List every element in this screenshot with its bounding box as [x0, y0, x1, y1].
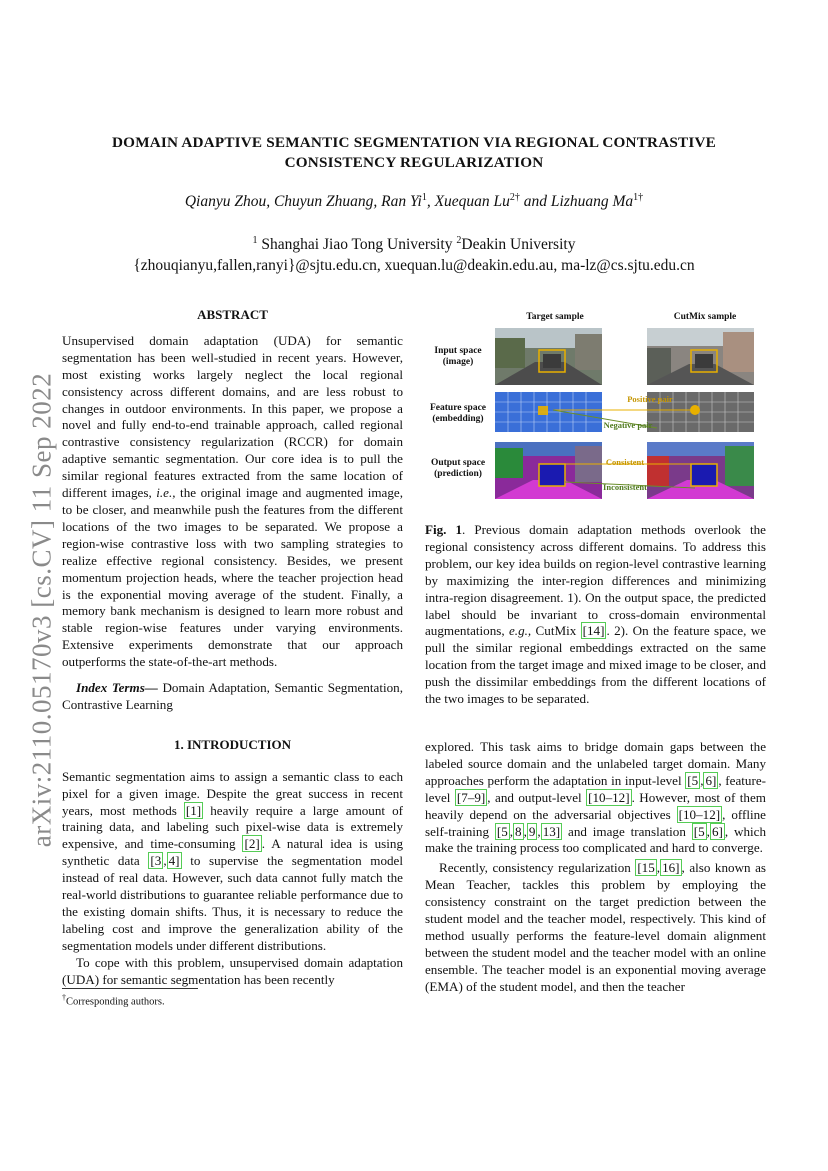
row-sub: (prediction): [434, 469, 482, 479]
figure-row-output: [425, 458, 491, 480]
intro-paragraph-2: To cope with this problem, unsupervised domain adaptation (UDA) for semantic segmentation has been recently: [62, 954, 403, 987]
footnote-text: Corresponding authors.: [66, 996, 165, 1008]
author-affil-mark: 2†: [509, 192, 520, 203]
citation-link[interactable]: 4]: [168, 853, 180, 869]
text: , feature-level: [425, 772, 766, 805]
inconsistent-label: Inconsistent: [603, 482, 647, 492]
row-sub: (image): [442, 357, 474, 367]
citation-link[interactable]: [1]: [185, 802, 202, 818]
index-terms-list: Domain Adaptation, Semantic Segmentation, Contrastive Learning: [62, 680, 403, 712]
arxiv-identifier: arXiv:2110.05170v3 [cs.CV] 11 Sep 2022: [26, 372, 57, 848]
title-line-2: CONSISTENCY REGULARIZATION: [284, 154, 544, 171]
text: heavily require a large amount of training data, and labeling such pixel-wise data is extremely expensive, and time-consuming: [62, 802, 403, 852]
affil-mark: 1: [252, 235, 258, 246]
affil-mark: 2: [456, 235, 462, 246]
abstract-ie: i.e.,: [156, 485, 176, 501]
author-group-1: Qianyu Zhou, Chuyun Zhuang, Ran Yi: [184, 193, 422, 211]
author-group-2: , Xuequan Lu: [426, 193, 510, 211]
affiliations: [62, 230, 766, 276]
text: , and output-level: [487, 789, 587, 805]
citation-link[interactable]: 6]: [711, 823, 723, 839]
text: and image translation: [562, 823, 692, 839]
negative-pair-label: Negative pair: [603, 420, 653, 430]
author-emails: {zhouqianyu,fallen,ranyi}@sjtu.edu.cn, xuequan.lu@deakin.edu.au, ma-lz@cs.sjtu.edu.cn: [133, 257, 695, 275]
figure-caption: [425, 522, 766, 708]
citation-link[interactable]: [5: [693, 823, 705, 839]
citation-link[interactable]: 16]: [662, 860, 680, 876]
text: explored. This task aims to bridge domain gaps between the labeled source domain and the unlabeled target domain. Many approaches perform the adaptation in input-level: [425, 739, 766, 788]
right-column: [425, 739, 766, 996]
institutions: [62, 230, 766, 255]
abstract-part-1: Unsupervised domain adaptation (UDA) for semantic segmentation has been well-studied in recent years. However, most existing works largely neglect the local regional consistency across different domains, and are less robust to changes in outdoor environments. In this paper, we propose a novel and fully end-to-end trainable approach, called regional contrastive consistency regularization (RCCR) for domain adaptive semantic segmentation. Our core idea is to pull the similar regional features extracted from the same location of different images,: [62, 332, 403, 501]
text: e.g.,: [509, 623, 532, 639]
citation-link[interactable]: 6]: [705, 772, 717, 788]
text: to supervise the segmentation model instead of real data. However, such data cannot fully match the real-world distributions to guarantee reliable performance due to the existing domain shifts. Thus, it is necessary to reduce the labeling cost and improve the generalization ability of the segmentation models under different distributions.: [62, 853, 403, 953]
footnote-mark: †: [62, 993, 66, 1002]
cutmix-street-image: [647, 328, 754, 385]
citation-link[interactable]: [7–9]: [456, 789, 486, 805]
paper-title: [62, 133, 766, 173]
citation-link[interactable]: 8: [515, 823, 522, 839]
text: . However, most of them heavily depend on the adversarial objectives: [425, 789, 766, 822]
institution-1: Shanghai Jiao Tong University: [257, 236, 457, 254]
citation-link[interactable]: [5: [687, 772, 699, 788]
figure-col-target: Target sample: [526, 312, 584, 322]
positive-pair-label: Positive pair: [627, 394, 673, 404]
row-sub: (embedding): [432, 414, 484, 424]
citation-link[interactable]: 13]: [542, 823, 561, 839]
citation-link[interactable]: [5: [496, 823, 508, 839]
abstract-text: [62, 333, 403, 671]
figure-1: [425, 306, 770, 506]
text: , offline self-training: [425, 806, 766, 839]
text: . Previous domain adaptation methods overlook the regional consistency across different domains. To address this problem, our key idea builds on region-level contrastive learning by maximizing the inter-region differences and minimizing intra-region disagreement. 1). On the output space, the predicted label should be invariant to cross-domain environmental augmentations,: [425, 522, 766, 639]
abstract-heading: ABSTRACT: [197, 307, 268, 322]
row-label: Output space: [430, 458, 486, 468]
text: . A natural idea is using synthetic data: [62, 836, 404, 869]
author-affil-mark: 1†: [633, 192, 644, 203]
author-affil-mark: 1: [421, 192, 427, 203]
figure-row-input: [425, 346, 491, 368]
text: . 2). On the feature space, we pull the similar regional embeddings extracted on the same location from the target image and mixed image to be closer, and push the dissimilar embeddings from the different locations of the two images to be separated.: [425, 623, 766, 707]
figure-col-cutmix: CutMix sample: [673, 312, 737, 322]
footnote-rule: [62, 988, 198, 989]
author-list: [62, 192, 766, 211]
index-terms-label: Index Terms—: [76, 680, 158, 696]
citation-link[interactable]: [10–12]: [588, 789, 630, 805]
institution-2: Deakin University: [461, 236, 576, 254]
citation-link[interactable]: [3: [150, 853, 162, 869]
row-label: Feature space: [429, 403, 487, 413]
title-line-1: DOMAIN ADAPTIVE SEMANTIC SEGMENTATION VIA REGIONAL CONTRASTIVE: [112, 134, 716, 151]
arxiv-sidebar: [22, 350, 62, 870]
text: CutMix: [531, 623, 581, 639]
author-group-3: and Lizhuang Ma: [519, 193, 634, 211]
citation-link[interactable]: 9: [528, 823, 536, 839]
text: Recently, consistency regularization: [439, 860, 636, 876]
footnote: [62, 993, 165, 1008]
row-label: Input space: [434, 346, 482, 356]
consistent-label: Consistent: [605, 457, 645, 467]
citation-link[interactable]: [14]: [582, 623, 605, 639]
intro-paragraph-1: Semantic segmentation aims to assign a semantic class to each pixel for a given image. Despite the great success in recent years, most methods [1] heavily require a large amount of training data, and labeling such pixel-wise data is extremely expensive, and time-consuming [2] . A natural idea is using synthetic data [3 , 4] to supervise the segmentation model instead of real data. However, such data cannot fully match the real-world distributions to guarantee reliable performance due to the existing domain shifts. Thus, it is necessary to reduce the labeling cost and improve the generalization ability of the segmentation models under different distributions.: [62, 768, 404, 953]
figure-row-feature: [425, 403, 491, 425]
left-column: [62, 307, 403, 989]
text: Semantic segmentation aims to assign a semantic class to each pixel for a given image. Despite the great success in recent years, most methods: [62, 768, 403, 818]
citation-link[interactable]: [15: [637, 860, 655, 876]
intro-paragraph-2-continued: explored. This task aims to bridge domain gaps between the labeled source domain and the unlabeled target domain. Many approaches perform the adaptation in input-level [5 , 6] , feature-level [7–9] , and output-level [10–12] . However, most of them heavily depend on the adversarial objectives [10–12] , offline self-training [5 , 8 , 9 , 13] and image translation [5 , 6] , which make the training process too complicated and hard to converge.: [425, 739, 766, 856]
text: , also known as Mean Teacher, tackles this problem by employing the consistency constraint on the target prediction between the student model and the teacher model, respectively. This kind of method usually performs the feature-level domain alignment between the student model and the teacher model with an online ensemble. The teacher model is an exponential moving average (EMA) of the student model, and then the teacher: [425, 860, 766, 994]
target-street-image: [495, 328, 602, 385]
citation-link[interactable]: [2]: [244, 836, 260, 852]
abstract-part-2: the original image and augmented image, to be closer, and meanwhile push the features from the different locations of the two images to be separated. We propose a region-wise contrastive loss with two sampling strategies to realize effective regional consistency. Besides, we present momentum projection heads, where the teacher projection head is the exponential moving average of the student. Finally, a memory bank mechanism is designed to learn more robust and stable region-wise features under varying environments. Extensive experiments demonstrate that our approach outperforms the state-of-the-art methods.: [62, 485, 403, 670]
intro-paragraph-3: Recently, consistency regularization [15 , 16] , also known as Mean Teacher, tackles this problem by employing the consistency constraint on the target prediction between the student model and the teacher model, respectively. This kind of method usually performs the feature-level domain alignment between the student model and the teacher model with an online ensemble. The teacher model is an exponential moving average (EMA) of the student model, and then the teacher: [425, 860, 766, 994]
index-terms: [62, 680, 403, 714]
citation-link[interactable]: [10–12]: [678, 806, 721, 822]
intro-heading: 1. INTRODUCTION: [173, 736, 291, 752]
text: , which make the training process too complicated and hard to converge.: [425, 823, 766, 856]
caption-label: Fig. 1: [425, 522, 463, 537]
